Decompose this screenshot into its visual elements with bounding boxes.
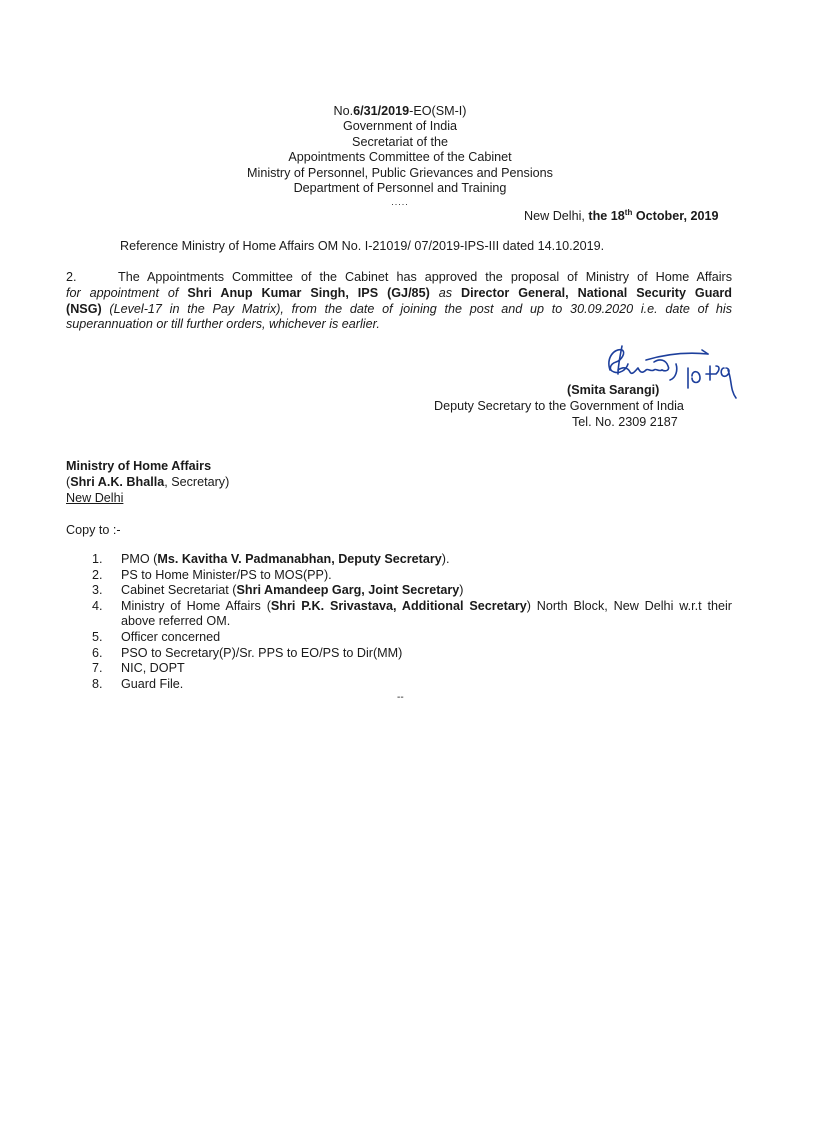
header-line-secretariat: Secretariat of the	[352, 134, 448, 149]
handwritten-signature	[596, 340, 746, 408]
appointee-name: Shri Anup Kumar Singh, IPS (GJ/85)	[187, 285, 430, 300]
copy-to-list	[92, 552, 732, 692]
list-item: 2. PS to Home Minister/PS to MOS(PP).	[92, 567, 332, 582]
letterhead	[200, 104, 600, 208]
appointed-post: Director General, National Security Guard	[461, 285, 732, 300]
header-line-department: Department of Personnel and Training	[293, 181, 507, 196]
list-item: 3. Cabinet Secretariat (Shri Amandeep Garg, Joint Secretary)	[92, 583, 464, 598]
list-item: 6. PSO to Secretary(P)/Sr. PPS to EO/PS to Dir(MM)	[92, 645, 403, 660]
addressee-city: New Delhi	[66, 491, 124, 505]
signatory-designation: Deputy Secretary to the Government of India	[434, 399, 684, 413]
list-item: 1. PMO (Ms. Kavitha V. Padmanabhan, Deputy Secretary).	[92, 552, 450, 566]
list-item: 4. Ministry of Home Affairs (Shri P.K. Srivastava, Additional Secretary) North Block, New Delhi w.r.t their above referred OM.	[92, 598, 732, 629]
file-number: No.6/31/2019-EO(SM-I)	[333, 104, 467, 118]
header-separator: .....	[391, 197, 409, 208]
date-line: New Delhi, the 18th October, 2019	[524, 208, 719, 224]
paragraph-number: 2.	[66, 270, 77, 284]
header-line-ministry: Ministry of Personnel, Public Grievances and Pensions	[247, 165, 553, 180]
list-item: 7. NIC, DOPT	[92, 661, 185, 676]
end-mark: --	[397, 692, 404, 703]
reference-line: Reference Ministry of Home Affairs OM No. I-21019/ 07/2019-IPS-III dated 14.10.2019.	[120, 239, 605, 253]
addressee-org: Ministry of Home Affairs	[66, 459, 212, 473]
signatory-telephone: Tel. No. 2309 2187	[572, 415, 678, 429]
header-line-government: Government of India	[342, 119, 458, 134]
list-item: 5. Officer concerned	[92, 629, 221, 644]
list-item: 8. Guard File.	[92, 676, 184, 691]
copy-to-label: Copy to :-	[66, 523, 121, 537]
signatory-name: (Smita Sarangi)	[567, 383, 660, 397]
main-paragraph: 2. The Appointments Committee of the Cabinet has approved the proposal of Ministry of Home Affairs for appointment of Shri Anup Kumar Singh, IPS (GJ/85) as Director General, National Security Guard (NSG) (Level-17 in the Pay Matrix), from the date of joining the post and up to 30.09.2020 i.e. date of his superannuation or till further orders, whichever is earlier.	[66, 270, 732, 332]
addressee-block	[66, 458, 229, 506]
addressee-person: (Shri A.K. Bhalla, Secretary)	[66, 475, 230, 489]
header-line-acc: Appointments Committee of the Cabinet	[288, 150, 512, 165]
